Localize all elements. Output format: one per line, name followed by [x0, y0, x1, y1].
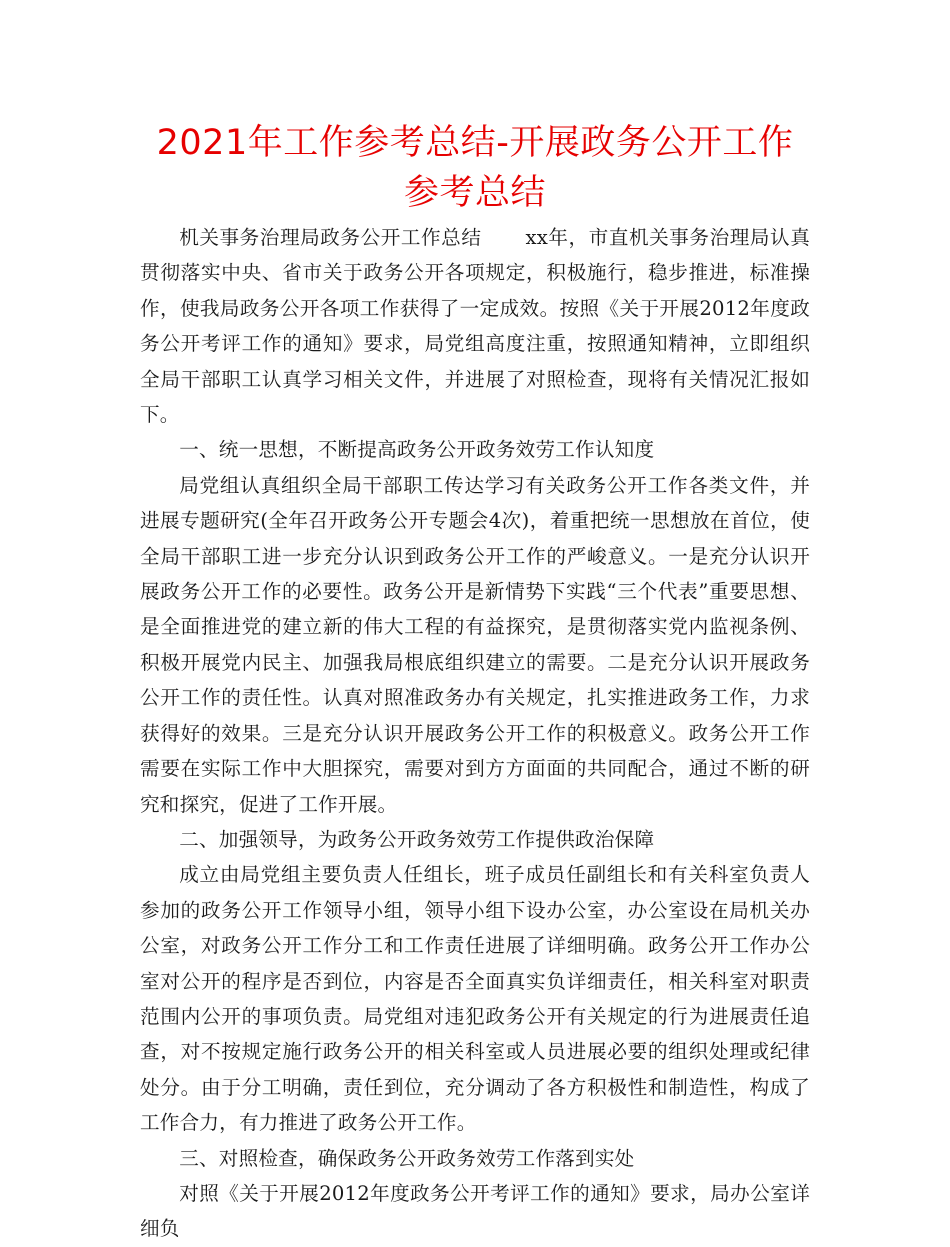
section-heading-2: 二、加强领导，为政务公开政务效劳工作提供政治保障 — [179, 827, 655, 851]
section-heading-1: 一、统一思想，不断提高政务公开政务效劳工作认知度 — [179, 438, 655, 462]
intro-paragraph — [140, 220, 810, 432]
document-title: 2021年工作参考总结-开展政务公开工作参考总结 — [156, 123, 794, 213]
section-body-3: 对照《关于开展2012年度政务公开考评工作的通知》要求，局办公室详细负 — [140, 1181, 810, 1241]
document-page — [140, 118, 810, 1247]
intro-heading: 机关事务治理局政务公开工作总结 — [179, 226, 482, 249]
section-body-2: 成立由局党组主要负责人任组长，班子成员任副组长和有关科室负责人参加的政务公开工作领导小组，领导小组下设办公室，办公室设在局机关办公室，对政务公开工作分工和工作责任进展了详细明确。政务公开工作办公室对公开的程序是否到位，内容是否全面真实负详细责任，相关科室对职责范围内公开的事项负责。局党组对违犯政务公开有关规定的行为进展责任追查，对不按规定施行政务公开的相关科室或人员进展必要的组织处理或纪律处分。由于分工明确，责任到位，充分调动了各方积极性和制造性，构成了工作合力，有力推进了政务公开工作。 — [140, 863, 810, 1135]
intro-text: xx年，市直机关事务治理局认真贯彻落实中央、省市关于政务公开各项规定，积极施行，稳步推进，标准操作，使我局政务公开各项工作获得了一定成效。按照《关于开展2012年度政务公开考评工作的通知》要求，局党组高度注重，按照通知精神，立即组织全局干部职工认真学习相关文件，并进展了对照检查，现将有关情况汇报如下。 — [140, 226, 810, 427]
section-body-1: 局党组认真组织全局干部职工传达学习有关政务公开工作各类文件，并进展专题研究(全年召开政务公开专题会4次)，着重把统一思想放在首位，使全局干部职工进一步充分认识到政务公开工作的严峻意义。一是充分认识开展政务公开工作的必要性。政务公开是新情势下实践“三个代表”重要思想、是全面推进党的建立新的伟大工程的有益探究，是贯彻落实党内监视条例、积极开展党内民主、加强我局根底组织建立的需要。二是充分认识开展政务公开工作的责任性。认真对照准政务办有关规定，扎实推进政务工作，力求获得好的效果。三是充分认识开展政务公开工作的积极意义。政务公开工作需要在实际工作中大胆探究，需要对到方方面面的共同配合，通过不断的研究和探究，促进了工作开展。 — [140, 473, 810, 816]
section-heading-3: 三、对照检查，确保政务公开政务效劳工作落到实处 — [179, 1146, 635, 1170]
